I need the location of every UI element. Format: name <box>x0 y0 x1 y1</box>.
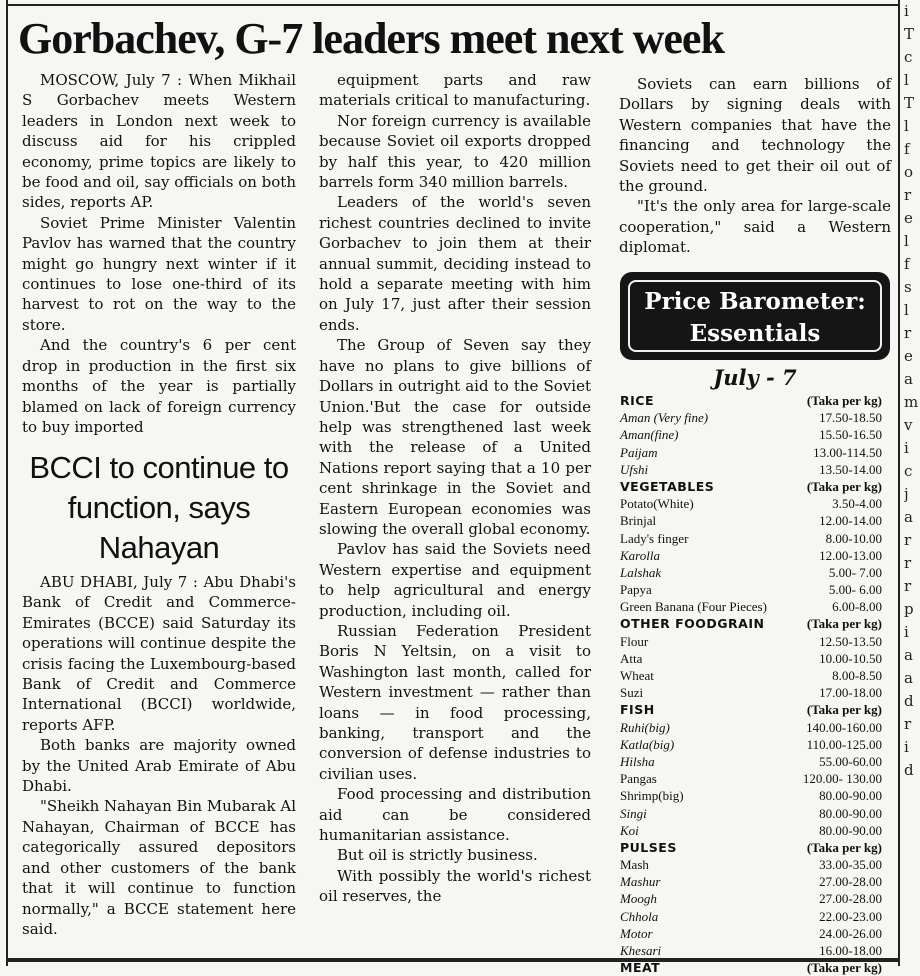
price-item-name: OTHER FOODGRAIN <box>620 616 765 632</box>
article-paragraph: And the country's 6 per cent drop in production in the first six months of the year is partially blamed on lack of foreign currency to buy imported <box>22 336 296 436</box>
price-row <box>620 856 882 873</box>
price-item-name: Brinjal <box>620 513 657 529</box>
price-item-name: Green Banana (Four Pieces) <box>620 599 767 615</box>
article-paragraph: equipment parts and raw materials critical to manufacturing. <box>319 71 591 110</box>
right-column-rule <box>898 0 900 966</box>
edge-letter: a <box>904 508 913 526</box>
edge-letter: i <box>904 2 909 20</box>
edge-letter: e <box>904 347 913 365</box>
price-item-name: Katla(big) <box>620 736 675 752</box>
price-item-value: 24.00-26.00 <box>819 925 882 941</box>
article-paragraph: Leaders of the world's seven richest countries declined to invite Gorbachev to join them at their annual summit, deciding instead to hold a separate meeting with him on July 17, just after their session ends. <box>319 193 591 334</box>
article-paragraph: MOSCOW, July 7 : When Mikhail S Gorbachev meets Western leaders in London next week to discuss aid for his crippled economy, prime topics are likely to be food and oil, say officials on both sides, reports AP. <box>22 71 296 212</box>
price-item-name: PULSES <box>620 839 677 855</box>
price-row <box>620 426 882 443</box>
price-item-value: 80.00-90.00 <box>819 805 882 821</box>
price-item-value: 5.00- 6.00 <box>828 582 882 598</box>
article-paragraph: Both banks are majority owned by the United Arab Emirate of Abu Dhabi. <box>22 736 296 796</box>
price-item-name: Karolla <box>620 547 660 563</box>
edge-letter: e <box>904 209 913 227</box>
article-paragraph: The Group of Seven say they have no plans to give billions of Dollars in outright aid to the Soviet Union.'But the case for outside help was strengthened last week with the release of a United Nations report saying that a 10 per cent shrinkage in the Soviet and Eastern European economies was slowing the overall global economy. <box>319 336 591 538</box>
price-item-value: 55.00-60.00 <box>819 753 882 769</box>
price-row <box>620 598 882 615</box>
price-row <box>620 873 882 890</box>
article-paragraph: Russian Federation President Boris N Yeltsin, on a visit to Washington last month, called for Western investment — rather than loans — in food processing, banking, transport and the conversion of defense industries to civilian uses. <box>319 621 591 783</box>
price-row <box>620 736 882 753</box>
price-barometer-banner <box>620 272 890 360</box>
edge-letter: a <box>904 646 913 664</box>
edge-letter: m <box>904 393 919 411</box>
price-item-value: 13.00-114.50 <box>813 444 882 460</box>
price-row <box>620 461 882 478</box>
price-item-name: Singi <box>620 805 647 821</box>
price-item-name: Mashur <box>620 874 661 890</box>
edge-letter: i <box>904 439 909 457</box>
price-item-name: Atta <box>620 650 643 666</box>
price-row <box>620 495 882 512</box>
edge-letter: i <box>904 738 909 756</box>
price-item-name: Shrimp(big) <box>620 788 684 804</box>
edge-letter: r <box>904 715 912 733</box>
price-item-name: Khesari <box>620 943 662 958</box>
article-paragraph: Food processing and distribution aid can be considered humanitarian assistance. <box>319 785 591 845</box>
price-barometer-title: Price Barometer: <box>644 288 866 315</box>
adjacent-column-fragment <box>904 0 920 966</box>
top-rule <box>6 4 900 6</box>
price-item-name: Paijam <box>620 444 658 460</box>
price-row <box>620 787 882 804</box>
price-row <box>620 753 882 770</box>
price-item-value: 27.00-28.00 <box>819 891 882 907</box>
price-item-value: 27.00-28.00 <box>819 874 882 890</box>
left-column-rule <box>6 0 8 966</box>
price-item-name: Pangas <box>620 771 657 787</box>
price-item-value: (Taka per kg) <box>806 702 882 718</box>
price-row <box>620 581 882 598</box>
price-item-value: (Taka per kg) <box>806 478 882 494</box>
price-row <box>620 822 882 839</box>
price-item-value: 16.00-18.00 <box>819 943 882 958</box>
price-item-name: Aman(fine) <box>620 427 679 443</box>
price-row <box>620 409 882 426</box>
gorbachev-column-2 <box>319 70 591 907</box>
price-item-value: 120.00- 130.00 <box>802 771 882 787</box>
article-paragraph: Soviets can earn billions of Dollars by signing deals with Western companies that have the financing and technology the Soviets need to get their oil out of the ground. <box>619 75 891 196</box>
price-row <box>620 667 882 684</box>
price-item-name: Potato(White) <box>620 496 694 512</box>
price-item-value: 80.00-90.00 <box>819 822 882 838</box>
price-item-value: 6.00-8.00 <box>832 599 882 615</box>
price-row <box>620 925 882 942</box>
article-paragraph: Pavlov has said the Soviets need Western expertise and equipment to help agricultural and energy production, including oil. <box>319 540 591 620</box>
price-row <box>620 890 882 907</box>
price-category-row <box>620 615 882 632</box>
price-row <box>620 942 882 959</box>
edge-letter: o <box>904 163 914 181</box>
edge-letter: c <box>904 48 913 66</box>
price-item-name: Lalshak <box>620 564 662 580</box>
price-row <box>620 650 882 667</box>
price-item-value: 80.00-90.00 <box>819 788 882 804</box>
price-barometer-frame <box>628 280 882 352</box>
edge-letter: l <box>904 117 909 135</box>
price-row <box>620 530 882 547</box>
price-item-value: 22.00-23.00 <box>819 908 882 924</box>
edge-letter: f <box>904 255 910 273</box>
price-item-name: Moogh <box>620 891 657 907</box>
edge-letter: r <box>904 577 912 595</box>
price-row <box>620 564 882 581</box>
price-item-name: VEGETABLES <box>620 478 715 494</box>
price-item-name: FISH <box>620 702 655 718</box>
article-paragraph: But oil is strictly business. <box>337 846 538 865</box>
price-item-value: 5.00- 7.00 <box>828 564 882 580</box>
price-item-name: Ufshi <box>620 461 649 477</box>
price-item-name: Chhola <box>620 908 659 924</box>
edge-letter: j <box>904 485 909 503</box>
price-table <box>620 392 882 976</box>
article-paragraph: "Sheikh Nahayan Bin Mubarak Al Nahayan, Chairman of BCCE has categorically assured depositors and other customers of the bank that it will continue to function normally," a BCCE statement here said. <box>22 797 296 938</box>
gorbachev-column-3 <box>619 74 891 258</box>
article-paragraph: ABU DHABI, July 7 : Abu Dhabi's Bank of Credit and Commerce- Emirates (BCCE) said Saturday its operations will continue despite the crisis facing the Luxembourg-based Bank of Credit and Commerce International (BCCI) worldwide, reports AFP. <box>22 573 296 734</box>
price-row <box>620 770 882 787</box>
price-item-name: MEAT <box>620 960 661 976</box>
price-item-name: Suzi <box>620 685 644 701</box>
price-row <box>620 444 882 461</box>
price-item-value: 13.50-14.00 <box>819 461 882 477</box>
article-paragraph: Nor foreign currency is available because Soviet oil exports dropped by half this year, to 420 million barrels form 340 million barrels. <box>319 111 591 192</box>
edge-letter: a <box>904 370 913 388</box>
price-row <box>620 633 882 650</box>
gorbachev-column-1 <box>22 70 296 437</box>
price-row <box>620 512 882 529</box>
edge-letter: d <box>904 692 914 710</box>
price-category-row <box>620 839 882 856</box>
edge-letter: r <box>904 324 912 342</box>
price-item-value: 3.50-4.00 <box>832 496 882 512</box>
edge-letter: l <box>904 301 909 319</box>
price-row <box>620 805 882 822</box>
edge-letter: T <box>904 25 915 43</box>
edge-letter: T <box>904 94 915 112</box>
price-row <box>620 547 882 564</box>
price-category-row <box>620 392 882 409</box>
price-item-value: 8.00-10.00 <box>825 530 882 546</box>
edge-letter: r <box>904 531 912 549</box>
price-item-value: 110.00-125.00 <box>806 736 882 752</box>
price-item-value: 17.00-18.00 <box>819 685 882 701</box>
edge-letter: v <box>904 416 913 434</box>
price-date: July - 7 <box>713 365 797 390</box>
edge-letter: r <box>904 186 912 204</box>
main-headline: Gorbachev, G-7 leaders meet next week <box>18 14 724 63</box>
price-item-value: (Taka per kg) <box>806 616 882 632</box>
price-item-value: 33.00-35.00 <box>819 857 882 873</box>
article-paragraph: Soviet Prime Minister Valentin Pavlov has warned that the country might go hungry next winter if it continues to lose one-third of its harvest to rot on the way to the store. <box>22 213 296 334</box>
price-row <box>620 684 882 701</box>
edge-letter: p <box>904 600 914 618</box>
price-item-name: Papya <box>620 582 652 598</box>
edge-letter: l <box>904 232 909 250</box>
price-item-value: (Taka per kg) <box>806 960 882 976</box>
edge-letter: r <box>904 554 912 572</box>
price-barometer-subtitle: Essentials <box>689 320 821 347</box>
edge-letter: s <box>904 278 912 296</box>
edge-letter: d <box>904 761 914 779</box>
price-item-name: RICE <box>620 393 654 408</box>
price-item-name: Hilsha <box>620 753 655 769</box>
price-item-value: 15.50-16.50 <box>819 427 882 443</box>
price-item-name: Flour <box>620 633 649 649</box>
edge-letter: c <box>904 462 913 480</box>
price-item-name: Mash <box>620 857 649 873</box>
price-item-value: 8.00-8.50 <box>832 668 882 683</box>
price-item-name: Motor <box>620 925 653 941</box>
edge-letter: i <box>904 623 909 641</box>
price-item-value: (Taka per kg) <box>806 839 882 855</box>
bcci-headline: BCCI to continue to function, says Nahayan <box>29 450 289 565</box>
price-item-name: Wheat <box>620 668 654 683</box>
article-paragraph: "It's the only area for large-scale cooperation," said a Western diplomat. <box>619 197 891 257</box>
price-item-value: 10.00-10.50 <box>819 650 882 666</box>
edge-letter: f <box>904 140 910 158</box>
price-category-row <box>620 701 882 718</box>
price-item-value: 12.00-14.00 <box>819 513 882 529</box>
price-item-name: Lady's finger <box>620 530 689 546</box>
price-item-value: 140.00-160.00 <box>806 719 882 735</box>
price-category-row <box>620 478 882 495</box>
price-item-value: (Taka per kg) <box>806 393 882 408</box>
price-item-name: Aman (Very fine) <box>620 410 709 426</box>
article-paragraph: With possibly the world's richest oil reserves, the <box>319 866 591 906</box>
bcci-article-body <box>22 572 296 939</box>
price-item-name: Koi <box>620 822 639 838</box>
price-item-value: 12.00-13.00 <box>819 547 882 563</box>
price-item-value: 12.50-13.50 <box>819 633 882 649</box>
price-row <box>620 908 882 925</box>
price-category-row <box>620 959 882 976</box>
price-item-value: 17.50-18.50 <box>819 410 882 426</box>
edge-letter: l <box>904 71 909 89</box>
price-row <box>620 719 882 736</box>
edge-letter: a <box>904 669 913 687</box>
price-item-name: Ruhi(big) <box>620 719 670 735</box>
